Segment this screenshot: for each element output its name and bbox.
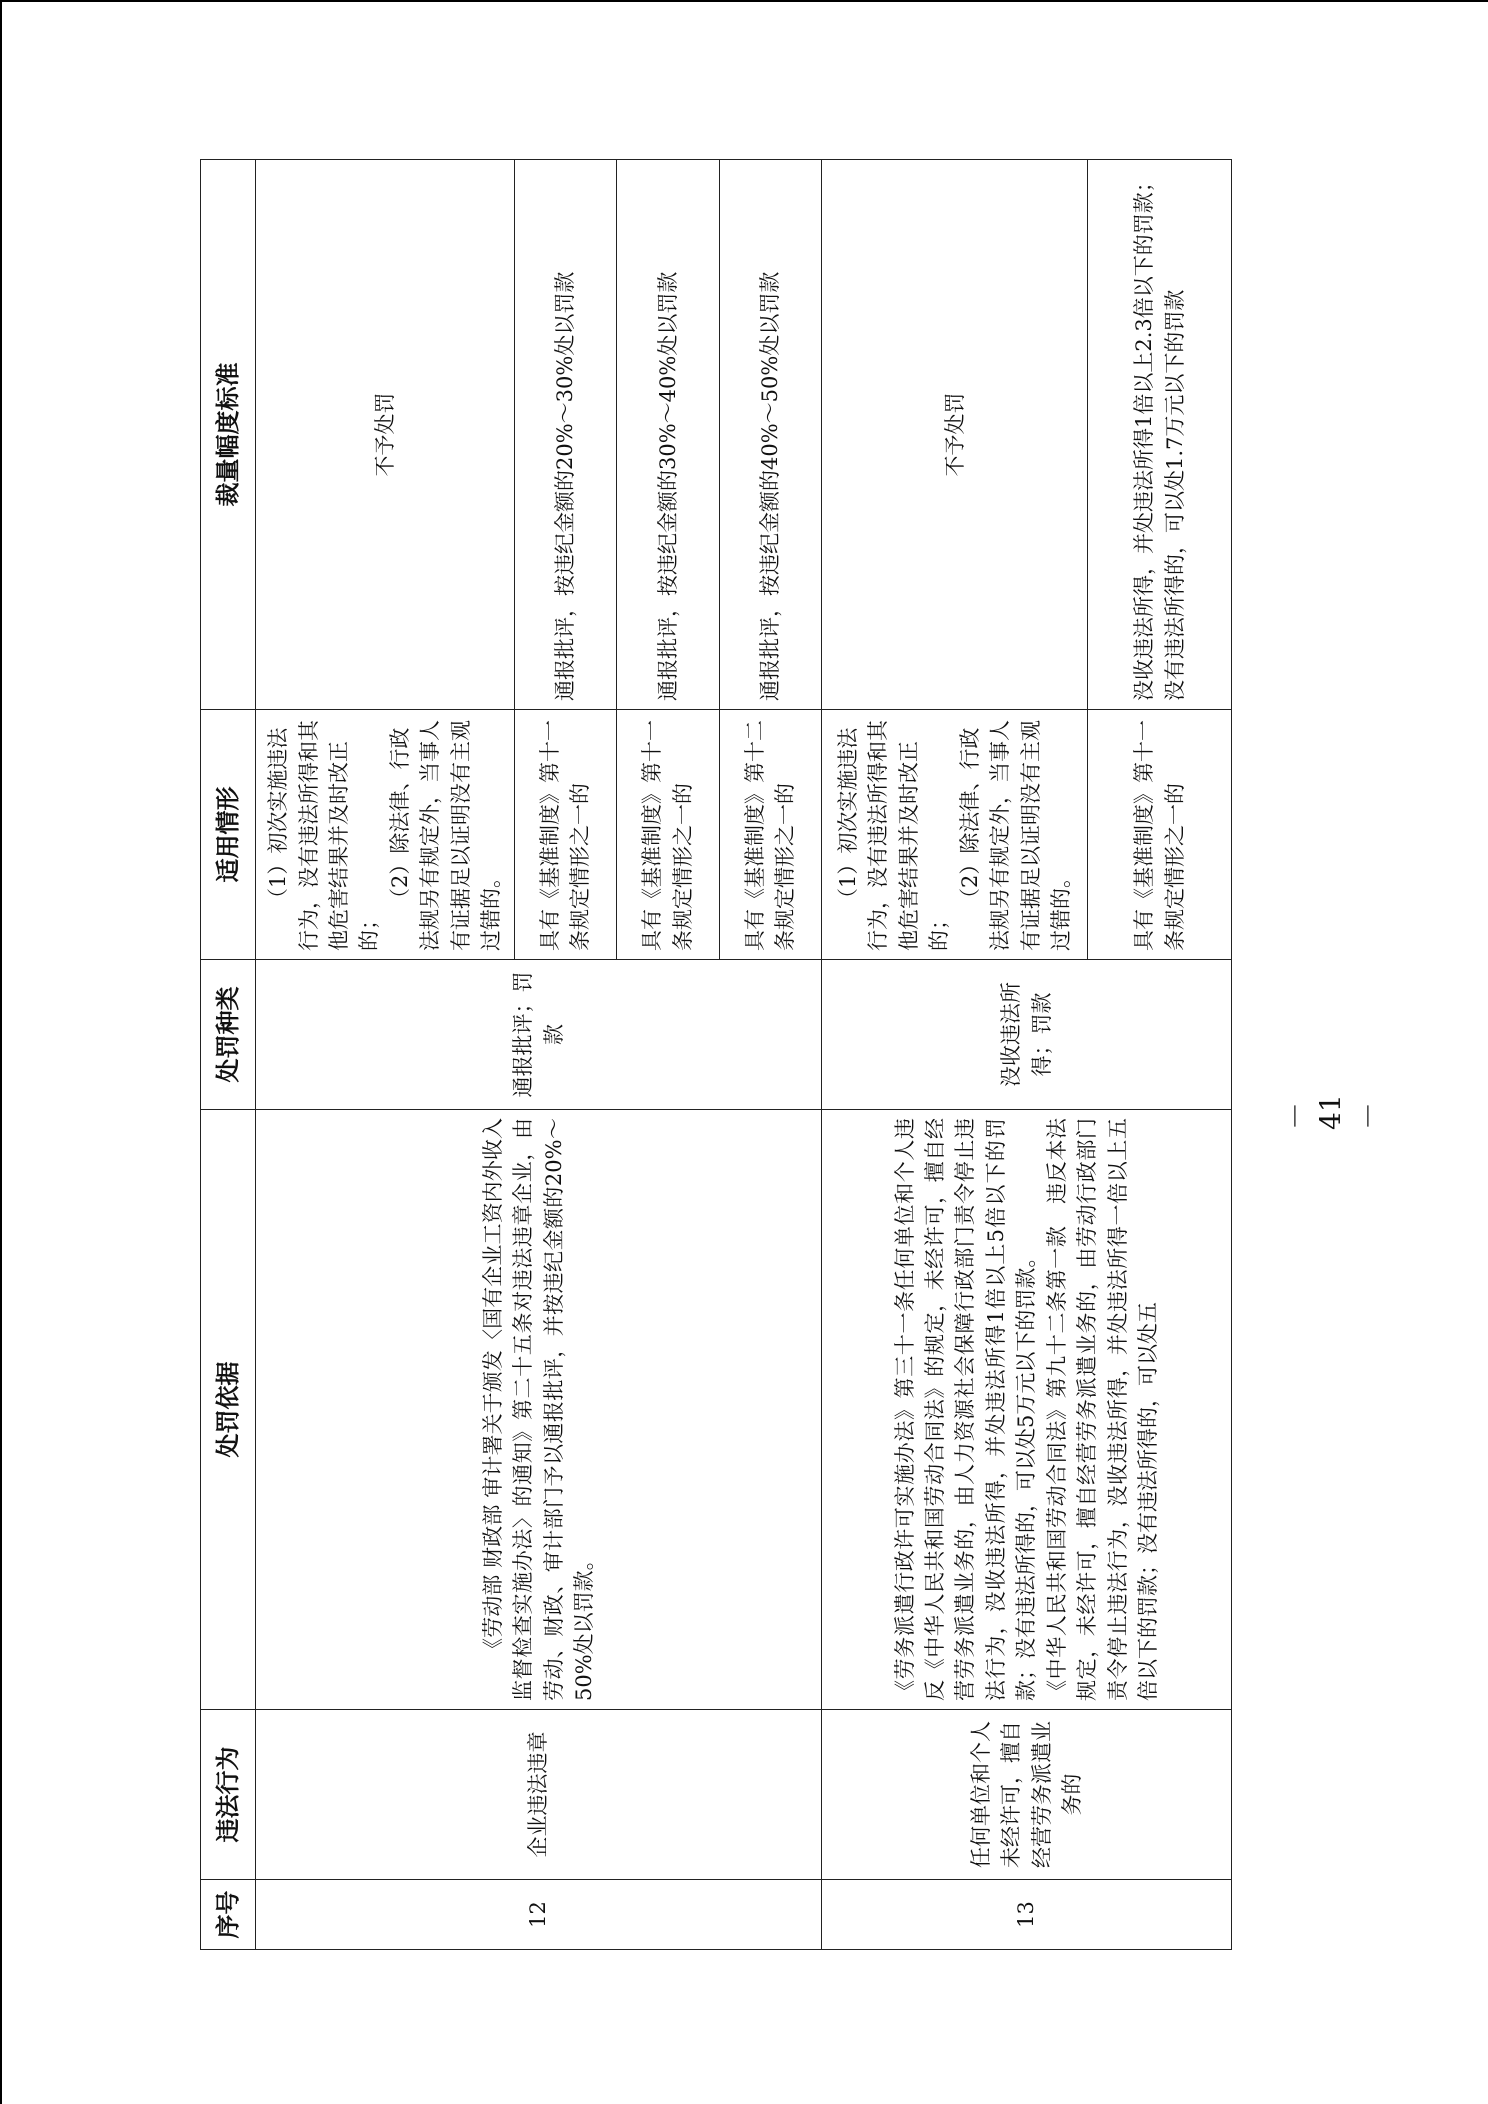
left-border-line xyxy=(0,0,2,2104)
situation-line: （2）除法律、行政法规另有规定外，当事人有证据足以证明没有主观过错的。 xyxy=(387,720,504,951)
row12-basis-text: 《劳动部 财政部 审计署关于颁发〈国有企业工资内外收入监督检查实施办法〉的通知》第二十五条对违法违章企业，由劳动、财政、审计部门予以通报批评，并按违纪金额的20%～50%处以罚款。 xyxy=(480,1118,596,1701)
row12-standard-1: 不予处罚 xyxy=(256,160,515,710)
row13-standard-2: 没收违法所得，并处违法所得1倍以上2.3倍以下的罚款；没有违法所得的，可以处1.7万元以下的罚款 xyxy=(1088,160,1232,710)
header-behavior: 违法行为 xyxy=(201,1710,256,1880)
header-standard: 裁量幅度标准 xyxy=(201,160,256,710)
situation-line: （1）初次实施违法行为，没有违法所得和其他危害结果并及时改正的； xyxy=(836,720,952,951)
top-border-line xyxy=(0,0,1488,2)
row13-behavior: 任何单位和个人未经许可，擅自经营劳务派遣业务的 xyxy=(822,1710,1232,1880)
header-seq: 序号 xyxy=(201,1880,256,1950)
row12-situation-3: 具有《基准制度》第十一条规定情形之一的 xyxy=(617,710,719,960)
row12-standard-2: 通报批评，按违纪金额的20%～30%处以罚款 xyxy=(514,160,616,710)
row12-situation-2: 具有《基准制度》第十一条规定情形之一的 xyxy=(514,710,616,960)
row13-seq: 13 xyxy=(822,1880,1232,1950)
table-row xyxy=(822,160,1088,1950)
header-basis: 处罚依据 xyxy=(201,1110,256,1710)
table-row xyxy=(256,160,515,1950)
rotated-table-container xyxy=(200,160,1232,1950)
page-number: － 41 － xyxy=(1278,1094,1385,1130)
row12-situation-4: 具有《基准制度》第十二条规定情形之一的 xyxy=(719,710,821,960)
row12-type: 通报批评；罚款 xyxy=(256,960,822,1110)
row13-type: 没收违法所得；罚款 xyxy=(822,960,1232,1110)
row13-basis-text-2: 《中华人民共和国劳动合同法》第九十二条第一款 违反本法规定，未经许可，擅自经营劳务派遣业务的，由劳动行政部门责令停止违法行为，没收违法所得，并处违法所得一倍以上五倍以下的罚款；没有违法所得的，可以处五 xyxy=(1044,1118,1161,1701)
situation-line: （1）初次实施违法行为，没有违法所得和其他危害结果并及时改正的； xyxy=(266,720,382,951)
row13-basis xyxy=(822,1110,1232,1710)
row12-standard-4: 通报批评，按违纪金额的40%～50%处以罚款 xyxy=(719,160,821,710)
row12-standard-3: 通报批评，按违纪金额的30%～40%处以罚款 xyxy=(617,160,719,710)
row13-basis-text-1: 《劳务派遣行政许可实施办法》第三十一条任何单位和个人违反《中华人民共和国劳动合同法》的规定，未经许可，擅自经营劳务派遣业务的，由人力资源社会保障行政部门责令停止违法行为，没收违法所得，并处违法所得1倍以上5倍以下的罚款；没有违法所得的，可以处5万元以下的罚款。 xyxy=(892,1118,1039,1701)
header-type: 处罚种类 xyxy=(201,960,256,1110)
row12-behavior: 企业违法违章 xyxy=(256,1710,822,1880)
header-row xyxy=(201,160,256,1950)
row12-seq: 12 xyxy=(256,1880,822,1950)
row12-basis xyxy=(256,1110,822,1710)
row13-situation-1 xyxy=(822,710,1088,960)
header-situation: 适用情形 xyxy=(201,710,256,960)
row13-standard-1: 不予处罚 xyxy=(822,160,1088,710)
row13-situation-2: 具有《基准制度》第十一条规定情形之一的 xyxy=(1088,710,1232,960)
penalty-discretion-table xyxy=(200,159,1232,1950)
row12-situation-1 xyxy=(256,710,515,960)
situation-line: （2）除法律、行政法规另有规定外，当事人有证据足以证明没有主观过错的。 xyxy=(957,720,1074,951)
